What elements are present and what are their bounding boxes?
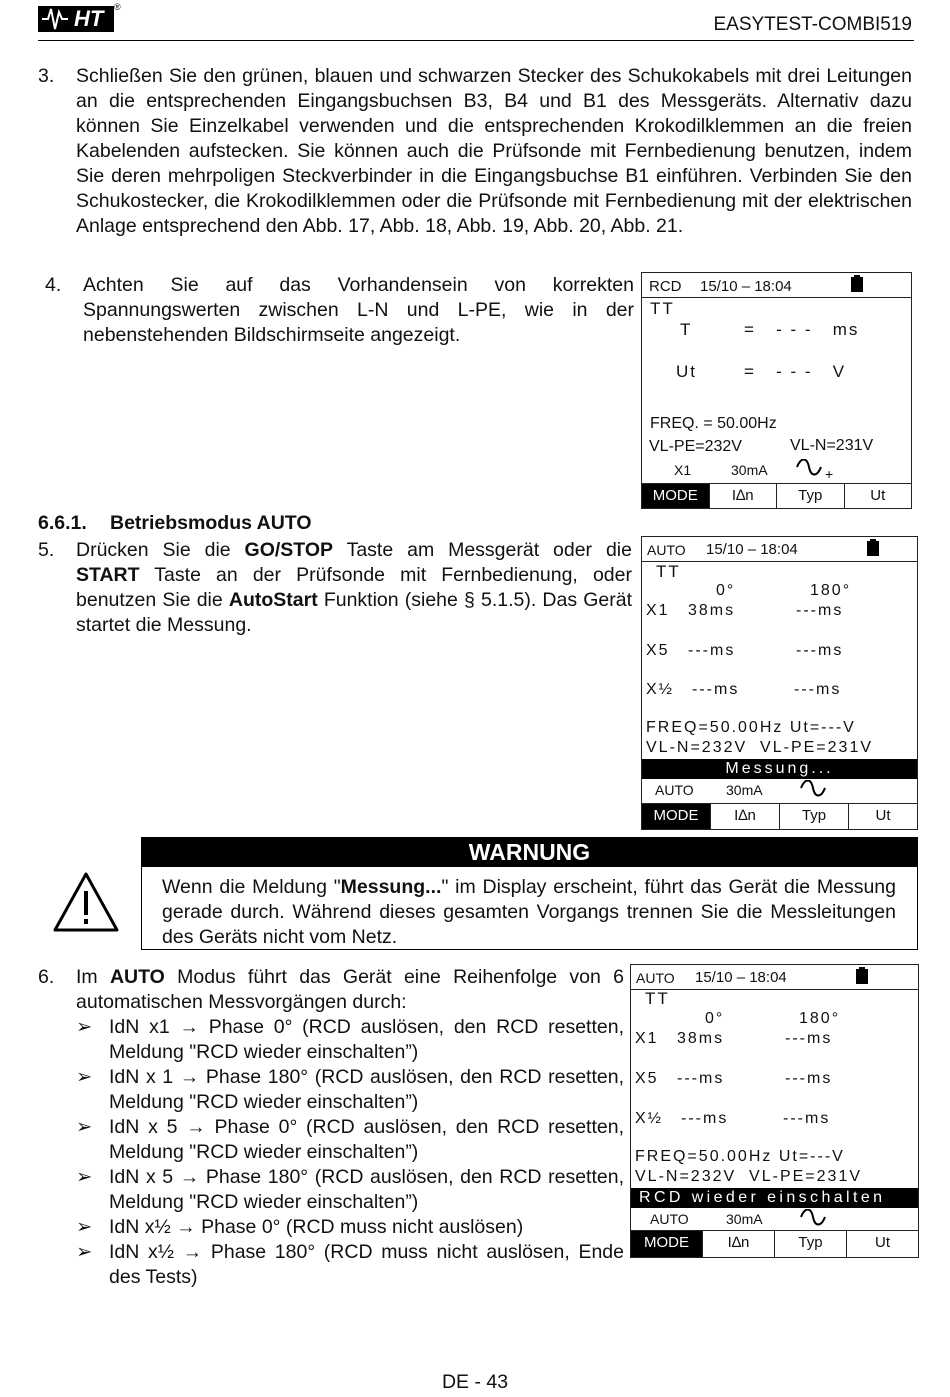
lcd-mode: AUTO [636, 970, 675, 986]
header-rule [38, 40, 914, 41]
lcd-multiplier: X1 [674, 462, 692, 478]
lcd-row-x5-v180: ---ms [796, 642, 844, 659]
softkey-typ[interactable]: Typ [779, 804, 848, 829]
lcd-screen-auto-reset [630, 964, 919, 1258]
lcd-screen-rcd [641, 272, 912, 509]
lcd-vln: VL-N=231V [790, 437, 874, 454]
softkey-ut[interactable]: Ut [844, 484, 912, 508]
softkey-idn[interactable]: I∆n [709, 484, 777, 508]
lcd-row-xhalf-v0: ---ms [681, 1110, 729, 1127]
step4-text: Achten Sie auf das Vorhandensein von korrekten Spannungswerten zwischen L-N und L-PE, wie in der nebenstehenden Bildschirmseite angezeigt. [83, 274, 634, 346]
section-number: 6.6.1. [38, 512, 87, 534]
lcd-softkeys [642, 803, 917, 829]
softkey-mode[interactable]: MODE [642, 484, 709, 508]
ac-wave-icon [799, 780, 831, 800]
softkey-ut[interactable]: Ut [848, 804, 917, 829]
warning-text: Wenn die Meldung "Messung..." im Display erscheint, führt das Gerät die Messung gerade durch. Während dieses gesamten Vorgangs trennen Sie die Messleitungen des Geräts nicht vom Netz. [162, 876, 896, 948]
lcd-line-freq: FREQ=50.00Hz Ut=---V [646, 719, 856, 736]
step6-number: 6. [38, 966, 55, 988]
lcd-datetime: 15/10 – 18:04 [706, 541, 798, 558]
lcd-datetime: 15/10 – 18:04 [700, 278, 792, 295]
softkey-idn[interactable]: I∆n [702, 1231, 774, 1257]
ac-wave-icon [799, 1209, 831, 1229]
lcd-row-x1-label: X1 [646, 602, 670, 619]
ht-logo [38, 4, 120, 34]
lcd-plus: + [825, 466, 834, 482]
lcd-row-x1-v0: 38ms [677, 1030, 725, 1047]
lcd-mode: AUTO [647, 542, 686, 558]
lcd-softkeys [642, 483, 911, 508]
list-item: ➢ IdN x½ → Phase 180° (RCD muss nicht auslösen, Ende des Tests) [76, 1241, 624, 1288]
lcd-current: 30mA [726, 1211, 763, 1227]
lcd-row-xhalf-v180: ---ms [783, 1110, 831, 1127]
arrow-bullet-icon: ➢ [76, 1016, 93, 1038]
list-item: ➢ IdN x 1 → Phase 180° (RCD auslösen, den RCD resetten, Meldung "RCD wieder einschalten”) [76, 1066, 624, 1113]
list-item: ➢ IdN x½ → Phase 0° (RCD muss nicht auslösen) [76, 1216, 524, 1238]
step6-intro: Im AUTO Modus führt das Gerät eine Reihenfolge von 6 automatischen Messvorgängen durch: [76, 966, 624, 1013]
lcd-screen-auto-measuring [641, 536, 918, 830]
lcd-row-x1-v180: ---ms [785, 1030, 833, 1047]
lcd-col-180: 180° [810, 582, 852, 599]
lcd-row-x1-v0: 38ms [688, 602, 736, 619]
lcd-line-voltages: VL-N=232V VL-PE=231V [635, 1168, 863, 1185]
battery-icon [851, 277, 863, 292]
lcd-row-x5-v0: ---ms [677, 1070, 725, 1087]
lcd-status-message: RCD wieder einschalten [631, 1188, 918, 1208]
lcd-current: 30mA [726, 782, 763, 798]
logo-text: HT [74, 6, 104, 31]
lcd-col-0: 0° [705, 1010, 725, 1027]
softkey-mode[interactable]: MODE [642, 804, 710, 829]
step6-list [76, 1015, 624, 1290]
lcd-ut-label: Ut [676, 362, 697, 381]
arrow-bullet-icon: ➢ [76, 1241, 93, 1263]
step4-number: 4. [45, 274, 62, 296]
softkey-ut[interactable]: Ut [846, 1231, 918, 1257]
lcd-line-voltages: VL-N=232V VL-PE=231V [646, 739, 874, 756]
battery-icon [856, 969, 868, 984]
lcd-row-x5-v0: ---ms [688, 642, 736, 659]
logo-registered: ® [114, 2, 121, 12]
lcd-system: TT [645, 989, 670, 1008]
lcd-ut-value: = - - - V [744, 362, 847, 381]
arrow-bullet-icon: ➢ [76, 1166, 93, 1188]
lcd-freq: FREQ. = 50.00Hz [650, 415, 777, 432]
list-item: ➢ IdN x 5 → Phase 0° (RCD auslösen, den RCD resetten, Meldung "RCD wieder einschalten”) [76, 1116, 624, 1163]
warning-title: WARNUNG [141, 837, 918, 867]
lcd-status-message: Messung... [642, 759, 917, 779]
arrow-bullet-icon: ➢ [76, 1066, 93, 1088]
lcd-row-xhalf-label: X½ [635, 1110, 664, 1127]
softkey-mode[interactable]: MODE [631, 1231, 702, 1257]
list-item: ➢ IdN x1 → Phase 0° (RCD auslösen, den RCD resetten, Meldung "RCD wieder einschalten”) [76, 1016, 624, 1063]
lcd-row-xhalf-label: X½ [646, 681, 675, 698]
step6-block [76, 965, 624, 1290]
ac-wave-icon [795, 459, 827, 479]
lcd-bottom-mode: AUTO [650, 1211, 689, 1227]
softkey-typ[interactable]: Typ [776, 484, 844, 508]
warning-triangle-icon [52, 871, 120, 933]
lcd-system: TT [650, 299, 675, 318]
section-title: Betriebsmodus AUTO [110, 512, 312, 534]
model-name: EASYTEST-COMBI519 [713, 14, 912, 35]
lcd-softkeys [631, 1230, 918, 1257]
lcd-line-freq: FREQ=50.00Hz Ut=---V [635, 1148, 845, 1165]
lcd-bottom-mode: AUTO [655, 782, 694, 798]
battery-icon [867, 541, 879, 556]
lcd-t-label: T [680, 320, 693, 339]
step3-number: 3. [38, 65, 55, 87]
step5-number: 5. [38, 539, 55, 561]
lcd-vlpe: VL-PE=232V [649, 438, 742, 455]
step3-text: Schließen Sie den grünen, blauen und schwarzen Stecker des Schukokabels mit drei Leitungen an die entsprechenden Eingangsbuchsen B3, B4 und B1 des Messgeräts. Alternativ dazu können Sie Einzelkabel verwenden und die entsprechenden Krokodilklemmen an die freien Kabelenden aufstecken. Sie können auch die Prüfsonde mit Fernbedienung benutzen, indem Sie deren mehrpoligen Steckverbinder in die Eingangsbuchse B1 einführen. Verbinden Sie den Schukostecker, die Krokodilklemmen oder die Prüfsonde mit Fernbedienung mit der elektrischen Anlage entsprechend den Abb. 17, Abb. 18, Abb. 19, Abb. 20, Abb. 21. [76, 65, 912, 237]
lcd-row-x5-label: X5 [646, 642, 670, 659]
lcd-t-value: = - - - ms [744, 320, 860, 339]
page-number: DE - 43 [441, 1371, 509, 1393]
softkey-typ[interactable]: Typ [774, 1231, 846, 1257]
lcd-datetime: 15/10 – 18:04 [695, 969, 787, 986]
softkey-idn[interactable]: I∆n [710, 804, 779, 829]
lcd-row-x1-v180: ---ms [796, 602, 844, 619]
lcd-current: 30mA [731, 462, 768, 478]
lcd-row-xhalf-v0: ---ms [692, 681, 740, 698]
lcd-mode: RCD [649, 278, 682, 295]
arrow-bullet-icon: ➢ [76, 1216, 93, 1238]
lcd-system: TT [656, 562, 681, 581]
list-item: ➢ IdN x 5 → Phase 180° (RCD auslösen, den RCD resetten, Meldung "RCD wieder einschalten”) [76, 1166, 624, 1213]
lcd-row-xhalf-v180: ---ms [794, 681, 842, 698]
arrow-bullet-icon: ➢ [76, 1116, 93, 1138]
lcd-row-x5-v180: ---ms [785, 1070, 833, 1087]
lcd-col-180: 180° [799, 1010, 841, 1027]
lcd-col-0: 0° [716, 582, 736, 599]
step5-text: Drücken Sie die GO/STOP Taste am Messgerät oder die START Taste an der Prüfsonde mit Fernbedienung, oder benutzen Sie die AutoStart Funktion (siehe § 5.1.5). Das Gerät startet die Messung. [76, 539, 632, 636]
lcd-row-x5-label: X5 [635, 1070, 659, 1087]
lcd-row-x1-label: X1 [635, 1030, 659, 1047]
